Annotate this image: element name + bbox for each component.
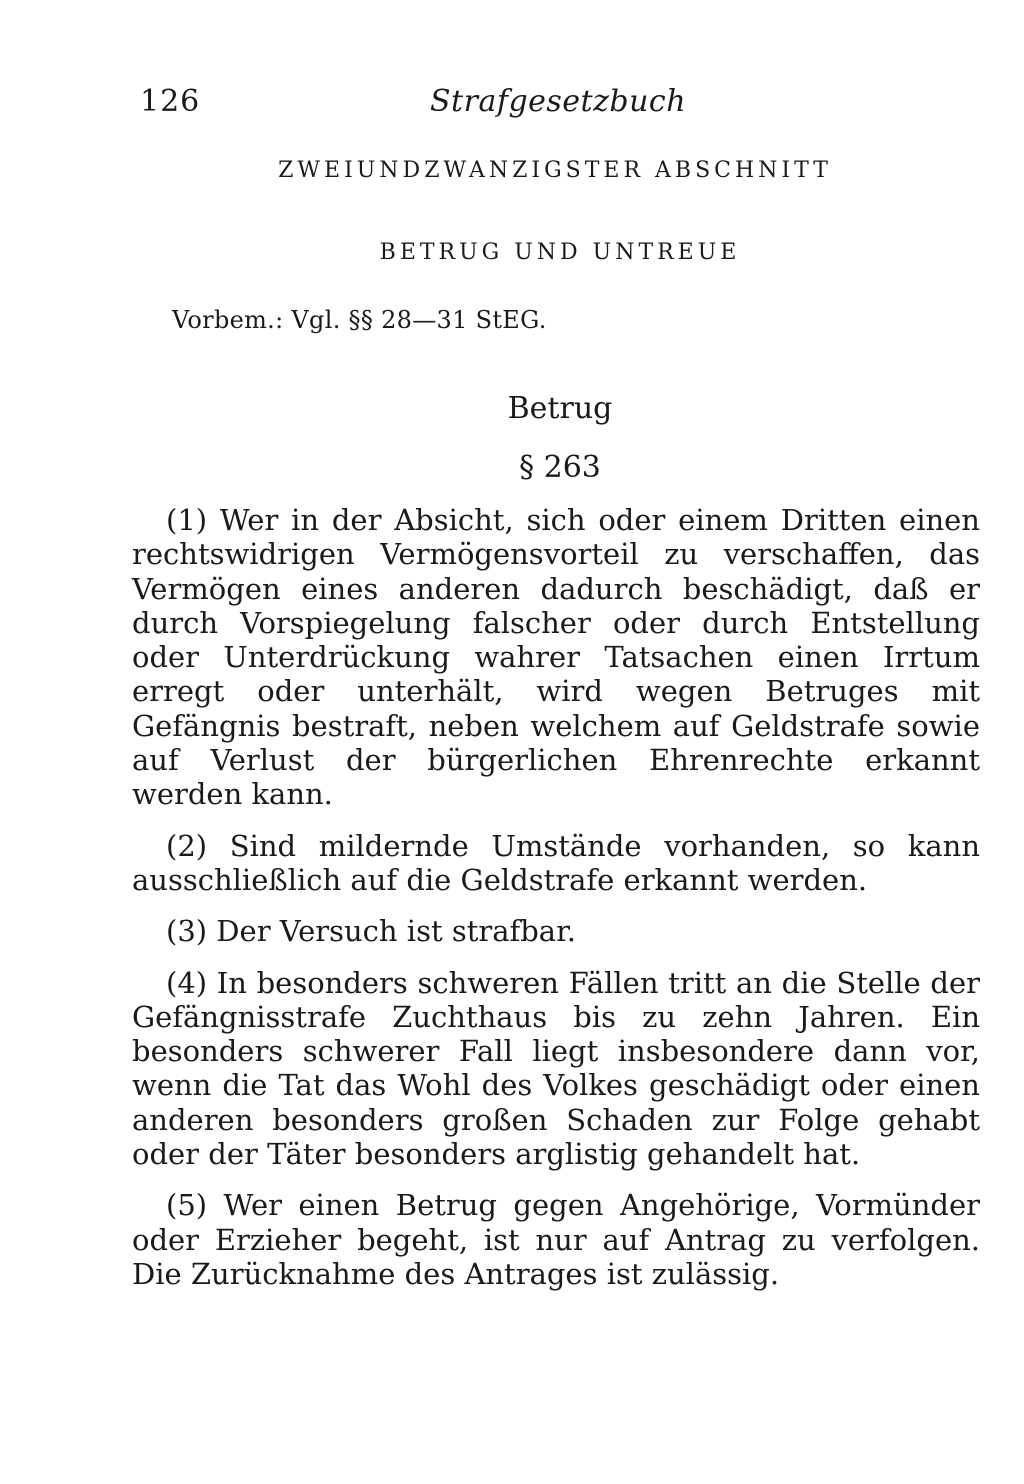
article-number: § 263 <box>519 450 601 485</box>
paragraph-4: (4) In besonders schweren Fällen tritt an die Stelle der Gefängnisstrafe Zuchthaus bis zu zehn Jahren. Ein besonders schwerer Fall liegt insbesondere dann vor, wenn die Tat das Wohl des Volkes geschädigt oder einen anderen besonders großen Schaden zur Folge gehabt oder der Täter besonders arglistig gehandelt hat. <box>132 965 980 1172</box>
paragraph-1: (1) Wer in der Absicht, sich oder einem Dritten einen rechtswidrigen Vermögensvorteil zu verschaffen, das Vermögen eines anderen dadurch beschädigt, daß er durch Vorspiegelung falscher oder durch Entstellung oder Unterdrückung wahrer Tatsachen einen Irrtum erregt oder unterhält, wird wegen Betruges mit Gefängnis bestraft, neben welchem auf Geldstrafe sowie auf Verlust der bürgerlichen Ehrenrechte erkannt werden kann. <box>132 503 980 812</box>
paragraph-3: (3) Der Versuch ist strafbar. <box>166 914 576 949</box>
running-title: Strafgesetzbuch <box>430 84 687 119</box>
section-title: BETRUG UND UNTREUE <box>379 240 741 265</box>
page-number: 126 <box>140 84 201 119</box>
section-heading: ZWEIUNDZWANZIGSTER ABSCHNITT <box>278 158 832 183</box>
preliminary-note: Vorbem.: Vgl. §§ 28—31 StEG. <box>172 306 547 334</box>
article-body <box>132 503 980 1308</box>
paragraph-2: (2) Sind mildernde Umstände vorhanden, so kann ausschließlich auf die Geldstrafe erkannt werden. <box>132 828 980 897</box>
article-title: Betrug <box>507 391 613 426</box>
paragraph-5: (5) Wer einen Betrug gegen Angehörige, Vormünder oder Erzieher begeht, ist nur auf Antrag zu verfolgen. Die Zurücknahme des Antrages ist zulässig. <box>132 1188 980 1291</box>
